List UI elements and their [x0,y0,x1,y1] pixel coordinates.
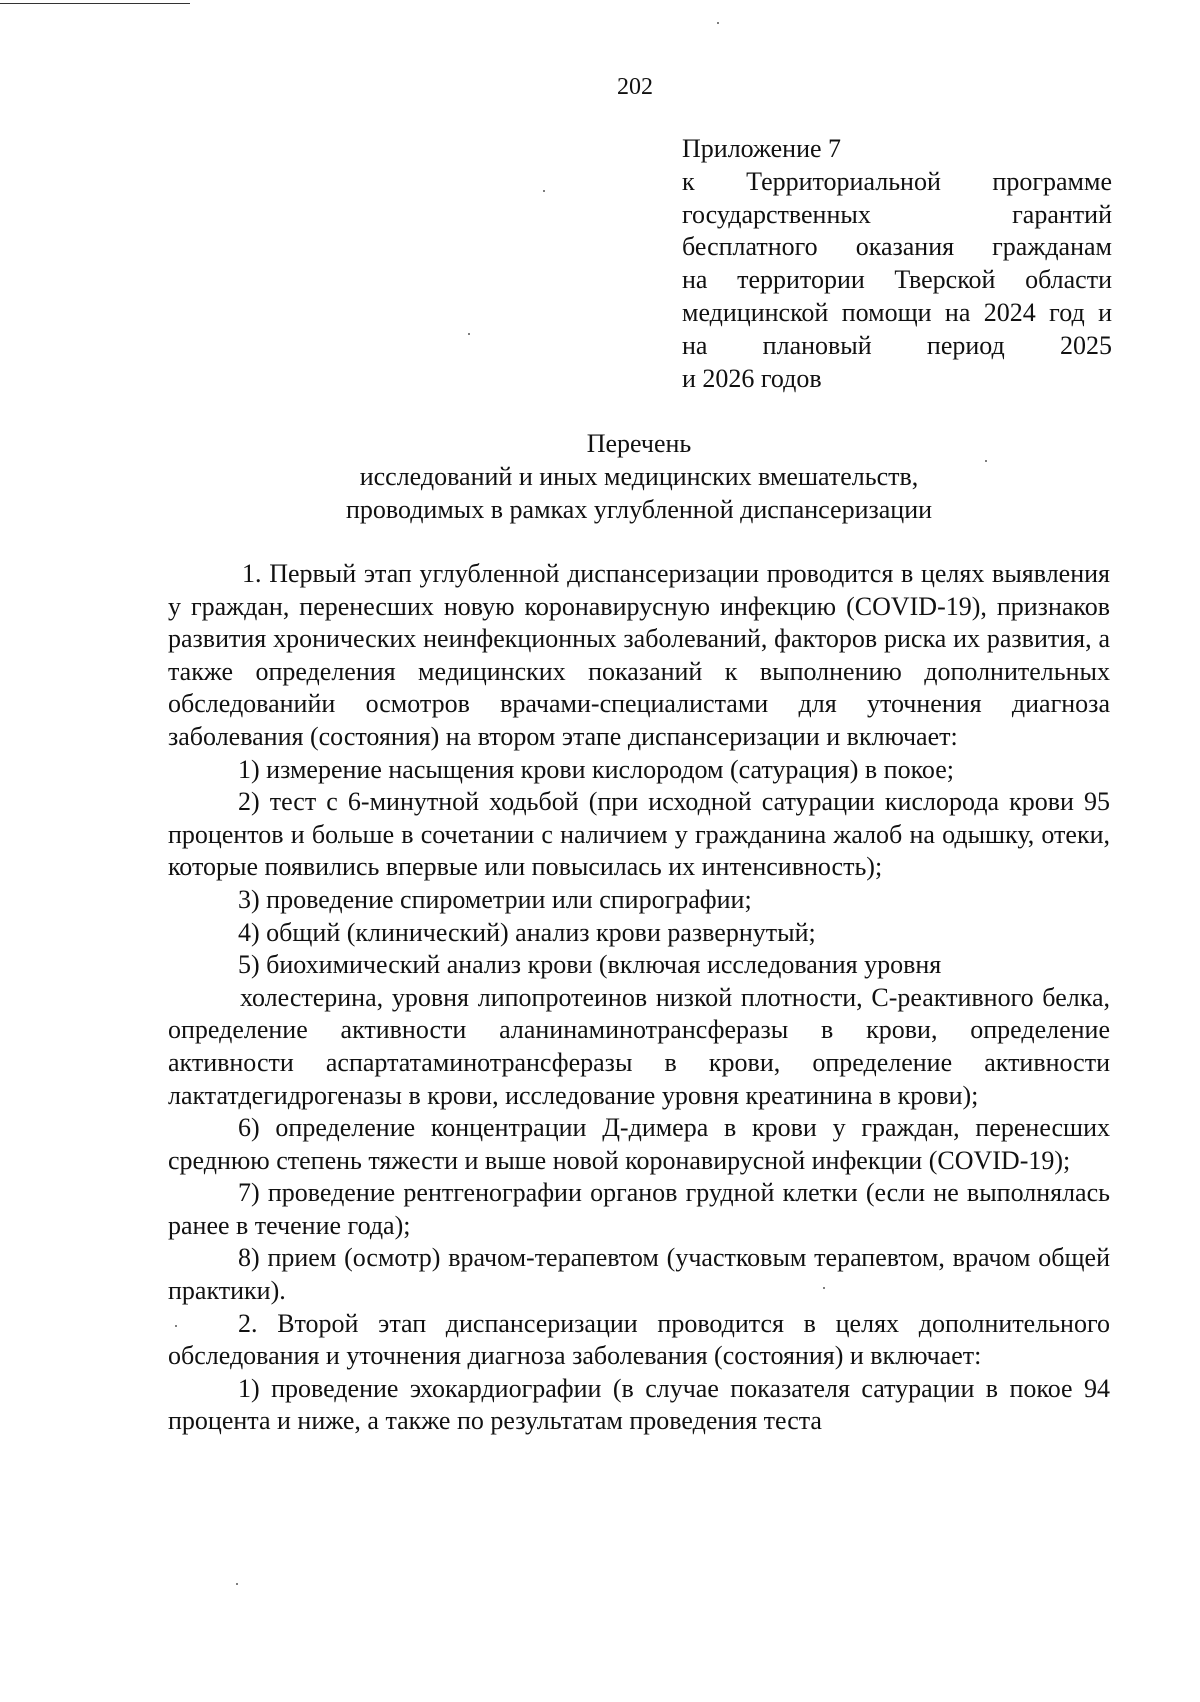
document-heading [168,428,1110,526]
list-item: 1) проведение эхокардиографии (в случае показателя сатурации в покое 94 процента и ниже, а также по результатам проведения теста [168,1373,1110,1436]
appendix-header [682,133,1112,395]
list-item: 6) определение концентрации Д-димера в крови у граждан, перенесших среднюю степень тяжести и выше новой коронавирусной инфекции (COVID-19); [168,1113,1110,1175]
list-item: 3) проведение спирометрии или спирографии; [238,884,752,914]
appendix-line: бесплатного оказания гражданам [682,232,1112,262]
list-item: 7) проведение рентгенографии органов грудной клетки (если не выполнялась ранее в течение года); [168,1178,1110,1240]
appendix-line: и 2026 годов [682,363,822,393]
list-item: 2) тест с 6-минутной ходьбой (при исходной сатурации кислорода крови 95 процентов и больше в сочетании с наличием у гражданина жалоб на одышку, отеки, которые появились впервые или повысилась их интенсивность); [168,787,1110,882]
list-item: 4) общий (клинический) анализ крови развернутый; [238,917,816,947]
list-item: 1) измерение насыщения крови кислородом (сатурация) в покое; [238,754,954,784]
appendix-line: на плановый период 2025 [682,330,1112,360]
list-item: 8) прием (осмотр) врачом-терапевтом (участковым терапевтом, врачом общей практики). [168,1243,1110,1306]
appendix-line: медицинской помощи на 2024 год и [682,297,1112,327]
scan-speck [175,1325,177,1327]
document-body [168,558,1110,1438]
scan-speck [823,1287,825,1289]
heading-subtitle: проводимых в рамках углубленной диспансеризации [345,494,933,524]
appendix-line: на территории Тверской области [682,265,1112,295]
scan-speck [985,460,987,462]
heading-subtitle: исследований и иных медицинских вмешательств, [359,461,919,491]
appendix-line: к Территориальной программе [682,166,1112,196]
appendix-line: государственных гарантий [682,199,1112,229]
scan-speck [236,1583,238,1585]
paragraph-2: 2. Второй этап диспансеризации проводится в целях дополнительного обследования и уточнения диагноза заболевания (состояния) и включает: [168,1308,1110,1371]
scan-edge-line [0,3,190,4]
appendix-title: Приложение 7 [682,134,842,163]
page-number: 202 [617,74,653,100]
scan-speck [468,333,470,335]
list-item-continuation: холестерина, уровня липопротеинов низкой плотности, С-реактивного белка, определение активности аланинаминотрансферазы в крови, определение активности аспартатаминотрансферазы в крови, определение активности лактатдегидрогеназы в крови, исследование уровня креатинина в крови); [168,982,1110,1110]
scan-speck [717,22,719,24]
heading-title: Перечень [586,429,692,458]
scan-speck [543,190,545,192]
paragraph-1: 1. Первый этап углубленной диспансеризации проводится в целях выявления у граждан, перенесших новую коронавирусную инфекцию (COVID-19), признаков развития хронических неинфекционных заболеваний, факторов риска их развития, а также определения медицинских показаний к выполнению дополнительных обследованийи осмотров врачами-специалистами для уточнения диагноза заболевания (состояния) на втором этапе диспансеризации и включает: [168,559,1110,751]
list-item: 5) биохимический анализ крови (включая исследования уровня [238,950,942,980]
